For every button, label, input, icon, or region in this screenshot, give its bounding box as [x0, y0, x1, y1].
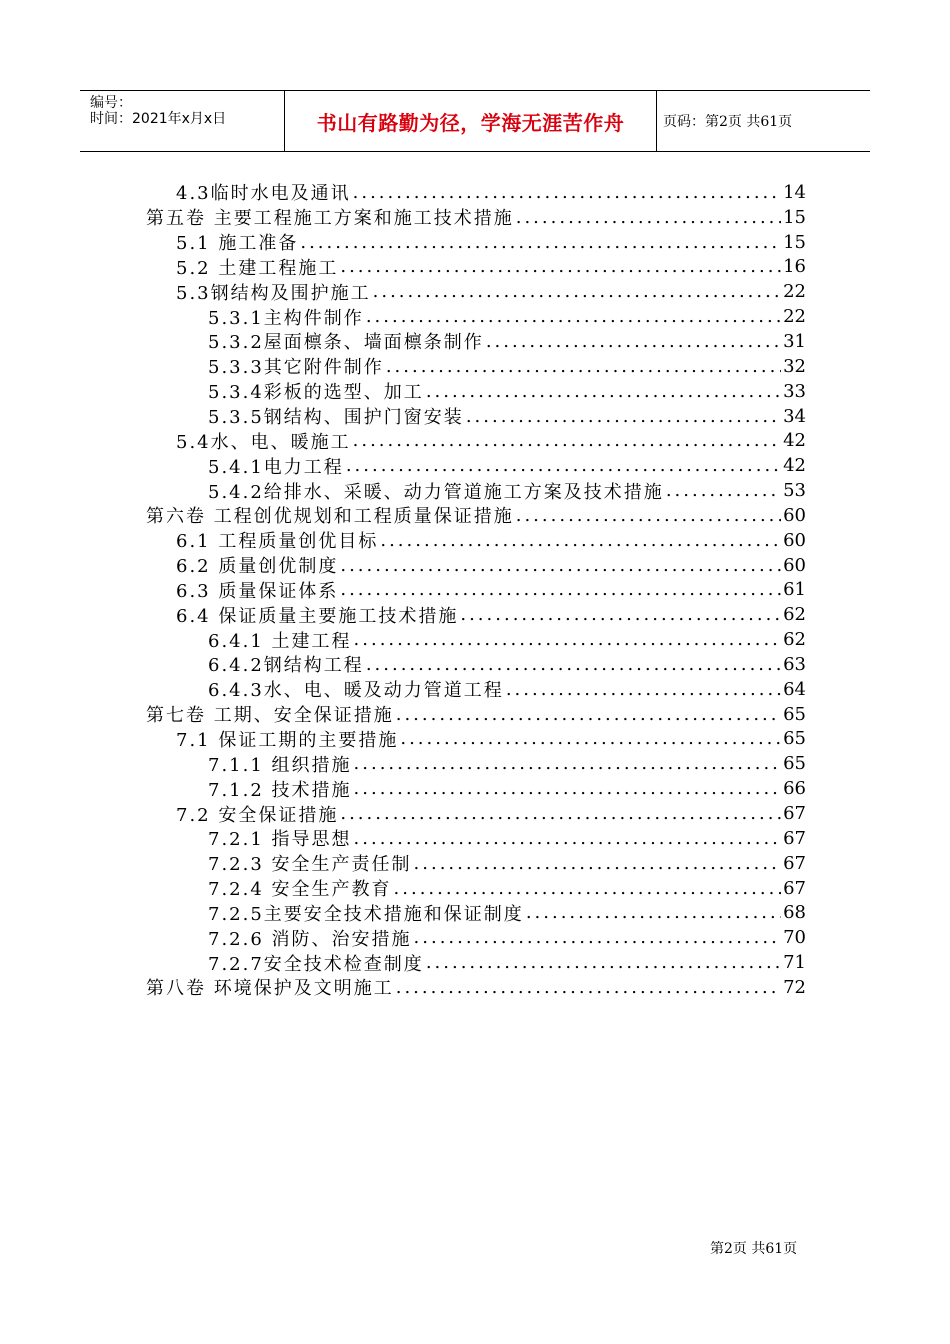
toc-entry-page: 64 — [783, 678, 806, 700]
toc-entry-title: 7.1.1 组织措施 — [208, 751, 354, 776]
toc-entry[interactable] — [146, 602, 806, 627]
header-motto: 书山有路勤为径，学海无涯苦作舟 — [316, 110, 625, 135]
table-of-contents — [146, 180, 806, 1000]
toc-entry[interactable] — [146, 478, 806, 503]
toc-dot-leader — [466, 406, 781, 427]
toc-entry-page: 22 — [783, 281, 806, 303]
toc-entry-title: 第七卷 工期、安全保证措施 — [146, 702, 396, 727]
toc-entry-page: 65 — [783, 703, 806, 725]
toc-entry[interactable] — [146, 627, 806, 652]
header-meta — [80, 91, 284, 151]
toc-entry[interactable] — [146, 528, 806, 553]
toc-dot-leader — [526, 902, 781, 923]
toc-entry-page: 67 — [783, 852, 806, 874]
toc-dot-leader — [516, 505, 781, 526]
toc-entry-page: 67 — [783, 803, 806, 825]
toc-entry[interactable] — [146, 180, 806, 205]
toc-entry-page: 61 — [783, 579, 806, 601]
toc-dot-leader — [396, 704, 781, 725]
toc-entry[interactable] — [146, 727, 806, 752]
toc-entry[interactable] — [146, 925, 806, 950]
toc-entry-page: 65 — [783, 728, 806, 750]
toc-entry-title: 5.2 土建工程施工 — [176, 255, 340, 280]
header-page-info: 页码：第2页 共61页 — [663, 114, 793, 130]
toc-dot-leader — [394, 878, 782, 899]
toc-entry-title: 7.2.3 安全生产责任制 — [208, 851, 414, 876]
toc-dot-leader — [353, 430, 781, 451]
toc-dot-leader — [666, 480, 781, 501]
toc-entry[interactable] — [146, 702, 806, 727]
toc-entry-title: 第八卷 环境保护及文明施工 — [146, 975, 396, 1000]
toc-entry-title: 6.1 工程质量创优目标 — [176, 528, 380, 553]
toc-entry-title: 5.3.1主构件制作 — [208, 304, 366, 329]
toc-entry-page: 32 — [783, 355, 806, 377]
toc-entry-page: 53 — [783, 480, 806, 502]
toc-entry-title: 7.2.7安全技术检查制度 — [208, 950, 426, 975]
toc-entry-page: 60 — [783, 504, 806, 526]
toc-entry[interactable] — [146, 503, 806, 528]
toc-entry-title: 5.3.3其它附件制作 — [208, 354, 386, 379]
toc-entry[interactable] — [146, 751, 806, 776]
toc-entry-title: 7.2 安全保证措施 — [176, 801, 340, 826]
toc-entry-page: 15 — [783, 206, 806, 228]
toc-entry-page: 34 — [783, 405, 806, 427]
toc-entry-page: 66 — [783, 778, 806, 800]
toc-entry[interactable] — [146, 553, 806, 578]
toc-entry-title: 第六卷 工程创优规划和工程质量保证措施 — [146, 503, 516, 528]
toc-dot-leader — [340, 555, 781, 576]
toc-entry[interactable] — [146, 205, 806, 230]
toc-dot-leader — [426, 381, 781, 402]
toc-entry[interactable] — [146, 230, 806, 255]
footer-page-info: 第2页 共61页 — [710, 1241, 798, 1257]
toc-entry[interactable] — [146, 776, 806, 801]
toc-entry-page: 14 — [783, 181, 806, 203]
toc-entry-page: 16 — [783, 256, 806, 278]
toc-entry-page: 68 — [783, 902, 806, 924]
toc-entry-title: 6.3 质量保证体系 — [176, 578, 340, 603]
toc-entry[interactable] — [146, 950, 806, 975]
toc-entry-title: 6.4.3水、电、暖及动力管道工程 — [208, 677, 506, 702]
toc-entry-title: 5.4水、电、暖施工 — [176, 428, 353, 453]
toc-dot-leader — [396, 977, 781, 998]
toc-entry-title: 5.3.4彩板的选型、加工 — [208, 379, 426, 404]
toc-dot-leader — [354, 778, 782, 799]
toc-entry-page: 72 — [783, 976, 806, 998]
header-motto-cell — [284, 91, 657, 151]
toc-entry-page: 15 — [783, 231, 806, 253]
toc-dot-leader — [516, 207, 781, 228]
toc-entry[interactable] — [146, 329, 806, 354]
toc-entry-page: 70 — [783, 927, 806, 949]
toc-entry-page: 67 — [783, 827, 806, 849]
page-header — [80, 90, 870, 152]
toc-entry[interactable] — [146, 379, 806, 404]
toc-dot-leader — [414, 927, 782, 948]
toc-entry-page: 62 — [783, 604, 806, 626]
document-time-label: 时间：2021年x月x日 — [90, 111, 227, 127]
toc-dot-leader — [366, 654, 781, 675]
toc-entry-page: 62 — [783, 629, 806, 651]
toc-entry-title: 5.3.2屋面檩条、墙面檩条制作 — [208, 329, 486, 354]
toc-dot-leader — [373, 281, 781, 302]
toc-entry[interactable] — [146, 428, 806, 453]
toc-entry-title: 5.4.1电力工程 — [208, 453, 346, 478]
toc-dot-leader — [380, 530, 781, 551]
toc-entry[interactable] — [146, 404, 806, 429]
toc-entry[interactable] — [146, 851, 806, 876]
document-number-label: 编号： — [90, 95, 132, 111]
toc-entry[interactable] — [146, 826, 806, 851]
toc-entry-title: 6.2 质量创优制度 — [176, 553, 340, 578]
toc-entry-title: 6.4.1 土建工程 — [208, 627, 354, 652]
toc-entry-title: 7.1.2 技术措施 — [208, 776, 354, 801]
toc-entry-page: 22 — [783, 306, 806, 328]
toc-dot-leader — [354, 629, 782, 650]
toc-entry-title: 7.2.5主要安全技术措施和保证制度 — [208, 900, 526, 925]
toc-entry-title: 5.1 施工准备 — [176, 230, 300, 255]
toc-entry[interactable] — [146, 677, 806, 702]
toc-entry[interactable] — [146, 801, 806, 826]
toc-entry[interactable] — [146, 304, 806, 329]
toc-dot-leader — [386, 356, 781, 377]
toc-dot-leader — [486, 331, 781, 352]
toc-entry-page: 71 — [783, 952, 806, 974]
toc-entry[interactable] — [146, 900, 806, 925]
toc-dot-leader — [340, 579, 781, 600]
toc-entry-page: 67 — [783, 877, 806, 899]
toc-entry-page: 63 — [783, 653, 806, 675]
toc-entry-title: 7.1 保证工期的主要措施 — [176, 727, 400, 752]
toc-entry-page: 33 — [783, 380, 806, 402]
toc-dot-leader — [414, 853, 782, 874]
toc-entry-title: 6.4.2钢结构工程 — [208, 652, 366, 677]
toc-entry[interactable] — [146, 279, 806, 304]
toc-entry[interactable] — [146, 578, 806, 603]
toc-dot-leader — [354, 753, 782, 774]
toc-dot-leader — [400, 728, 781, 749]
toc-entry[interactable] — [146, 652, 806, 677]
toc-dot-leader — [353, 182, 781, 203]
toc-entry-title: 5.3钢结构及围护施工 — [176, 279, 373, 304]
toc-entry-page: 42 — [783, 430, 806, 452]
toc-dot-leader — [340, 803, 781, 824]
toc-dot-leader — [506, 679, 781, 700]
toc-entry-page: 65 — [783, 753, 806, 775]
toc-dot-leader — [340, 256, 781, 277]
toc-entry-title: 7.2.6 消防、治安措施 — [208, 925, 414, 950]
toc-entry-title: 7.2.1 指导思想 — [208, 826, 354, 851]
toc-entry-title: 6.4 保证质量主要施工技术措施 — [176, 602, 460, 627]
toc-entry-page: 60 — [783, 554, 806, 576]
toc-dot-leader — [300, 232, 781, 253]
toc-entry-title: 5.3.5钢结构、围护门窗安装 — [208, 404, 466, 429]
toc-entry[interactable] — [146, 453, 806, 478]
toc-entry-title: 5.4.2给排水、采暖、动力管道施工方案及技术措施 — [208, 478, 666, 503]
toc-dot-leader — [346, 455, 781, 476]
toc-dot-leader — [354, 828, 782, 849]
toc-entry-page: 60 — [783, 529, 806, 551]
toc-entry-page: 42 — [783, 455, 806, 477]
toc-entry-title: 第五卷 主要工程施工方案和施工技术措施 — [146, 205, 516, 230]
toc-dot-leader — [366, 306, 781, 327]
toc-entry-page: 31 — [783, 330, 806, 352]
toc-entry[interactable] — [146, 876, 806, 901]
toc-entry[interactable] — [146, 255, 806, 280]
toc-entry[interactable] — [146, 354, 806, 379]
toc-entry-title: 4.3临时水电及通讯 — [176, 180, 353, 205]
toc-dot-leader — [460, 604, 781, 625]
toc-entry[interactable] — [146, 975, 806, 1000]
toc-entry-title: 7.2.4 安全生产教育 — [208, 876, 394, 901]
toc-dot-leader — [426, 952, 781, 973]
